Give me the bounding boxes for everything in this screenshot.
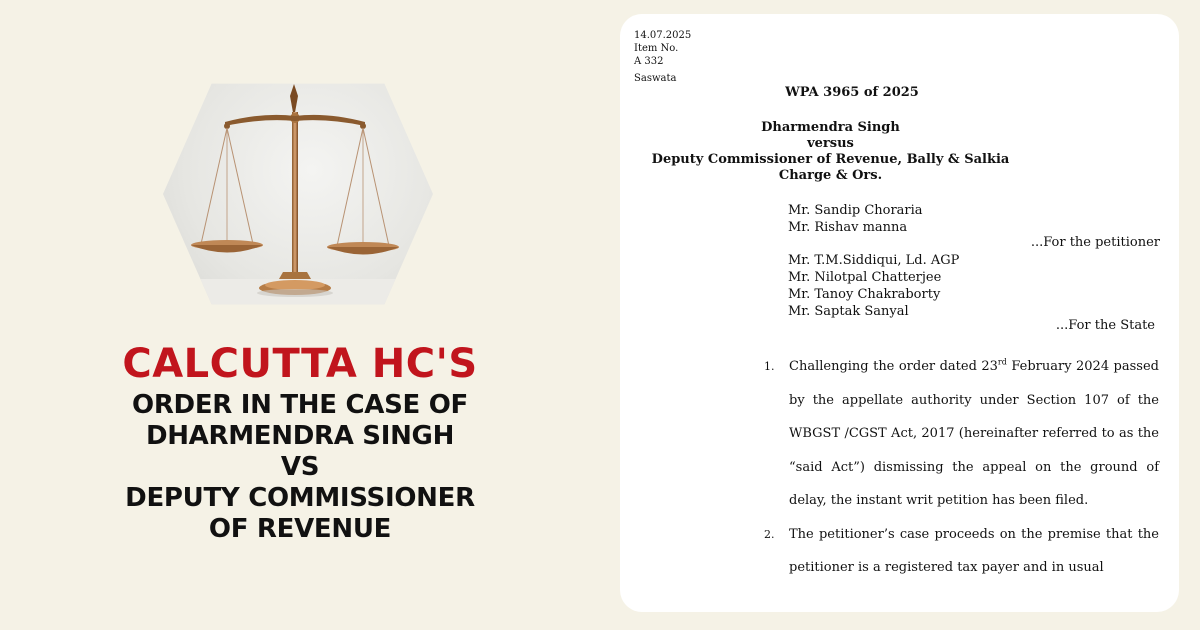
paragraph-number: 1.: [764, 360, 775, 373]
headline-line: DEPUTY COMMISSIONER: [125, 483, 475, 513]
versus-label: versus: [807, 136, 854, 151]
paragraph-text-cont: February 2024 passed by the appellate authority under Section 107 of the WBGST /CGST Act, 2017 (hereinafter referred to as the “said Act”) dismissing the appeal on the ground of delay, the instant writ petition has been filed.: [789, 359, 1159, 508]
item-code: A 332: [634, 56, 664, 67]
court-order-document: [620, 14, 1179, 612]
paragraph-number: 2.: [764, 527, 775, 541]
order-body: [764, 350, 1159, 585]
ordinal-suffix: rd: [997, 357, 1007, 367]
for-state-label: ...For the State: [1055, 318, 1155, 333]
order-meta: [634, 29, 691, 85]
paragraph-text: The petitioner’s case proceeds on the premise that the petitioner is a registered tax payer and in usual: [789, 526, 1159, 575]
counsel-name: Mr. Nilotpal Chatterjee: [788, 270, 942, 285]
paragraph-text: Challenging the order dated 23: [789, 359, 998, 374]
headline-main: CALCUTTA HC'S: [122, 341, 478, 387]
case-number: WPA 3965 of 2025: [785, 85, 919, 100]
headline-line: ORDER IN THE CASE OF: [132, 390, 468, 420]
headline-line: DHARMENDRA SINGH: [145, 421, 455, 451]
order-date: 14.07.2025: [634, 30, 692, 41]
author-name: Saswata: [634, 73, 677, 84]
scales-of-justice-icon: [163, 74, 433, 314]
petitioner-name: Dharmendra Singh: [761, 120, 900, 135]
respondent-name-cont: Charge & Ors.: [778, 168, 883, 183]
item-label: Item No.: [634, 43, 679, 54]
headline-subtitle: [60, 390, 540, 545]
petitioner-counsel-list: [788, 202, 923, 236]
scales-image: [163, 74, 433, 314]
paragraph: [764, 350, 1159, 518]
headline-line: VS: [280, 452, 320, 482]
counsel-name: Mr. Rishav manna: [788, 220, 908, 235]
respondent-name: Deputy Commissioner of Revenue, Bally & Salkia: [651, 152, 1010, 167]
case-parties: [620, 120, 1101, 184]
headline-line: OF REVENUE: [208, 514, 392, 544]
counsel-name: Mr. Tanoy Chakraborty: [788, 287, 941, 302]
state-counsel-list: [788, 252, 959, 320]
paragraph: [764, 518, 1159, 585]
counsel-name: Mr. Sandip Choraria: [788, 203, 923, 218]
for-petitioner-label: ...For the petitioner: [1030, 235, 1160, 250]
counsel-name: Mr. Saptak Sanyal: [788, 304, 909, 319]
counsel-name: Mr. T.M.Siddiqui, Ld. AGP: [788, 253, 960, 268]
